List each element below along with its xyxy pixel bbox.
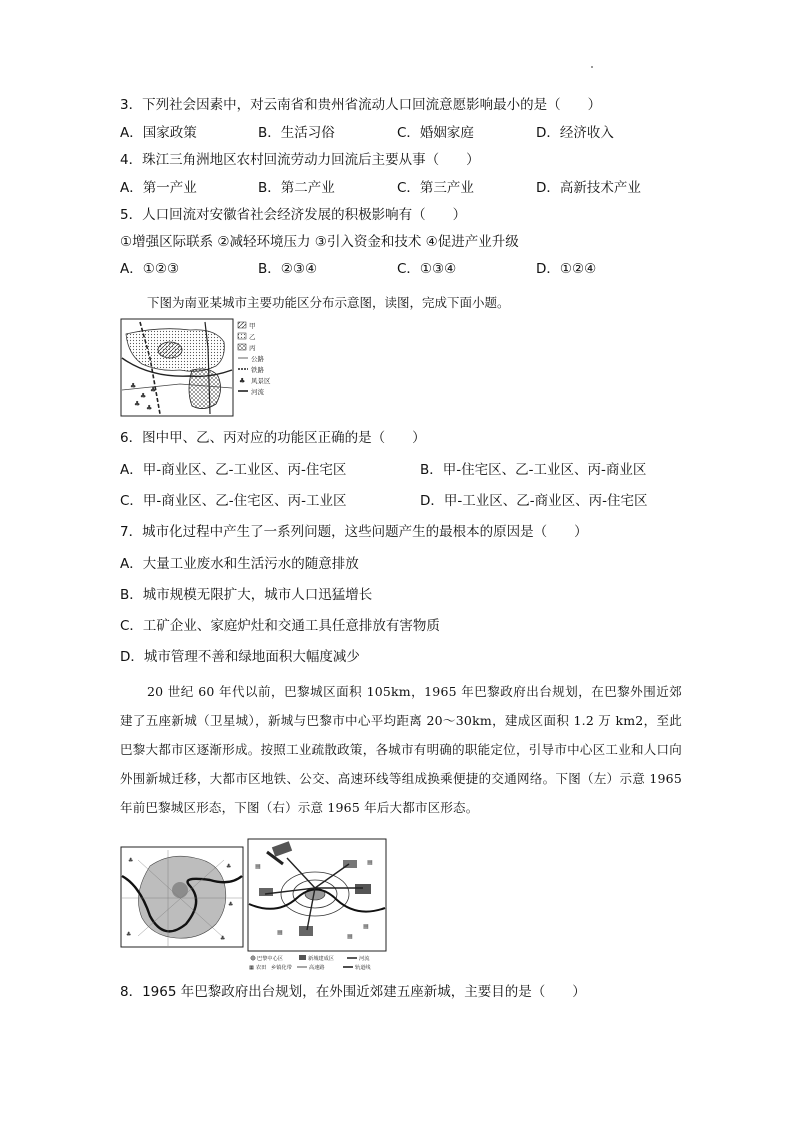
- svg-text:♣: ♣: [128, 857, 134, 864]
- option-b: B．②③④: [258, 261, 318, 277]
- svg-text:乙: 乙: [249, 333, 256, 341]
- option-d: D．①②④: [536, 261, 597, 277]
- question-3-stem: 3．下列社会因素中，对云南省和贵州省流动人口回流意愿影响最小的是（ ）: [120, 97, 602, 113]
- svg-text:▦: ▦: [367, 859, 373, 866]
- option-c: C．婚姻家庭: [397, 125, 474, 141]
- svg-text:♣: ♣: [228, 901, 234, 908]
- svg-text:▦: ▦: [363, 923, 369, 930]
- question-7-stem: 7．城市化过程中产生了一系列问题，这些问题产生的最根本的原因是（ ）: [120, 524, 588, 540]
- option-b: B．生活习俗: [258, 125, 335, 141]
- svg-text:♣: ♣: [134, 400, 141, 408]
- option-a: A．大量工业废水和生活污水的随意排放: [120, 556, 359, 572]
- option-b: B．城市规模无限扩大，城市人口迅猛增长: [120, 587, 373, 603]
- option-d: D．城市管理不善和绿地面积大幅度减少: [120, 649, 360, 665]
- svg-text:丙: 丙: [249, 344, 256, 352]
- option-d: D．经济收入: [536, 125, 614, 141]
- svg-text:公路: 公路: [251, 355, 264, 363]
- question-6-stem: 6．图中甲、乙、丙对应的功能区正确的是（ ）: [120, 430, 426, 446]
- svg-text:乡镇化带: 乡镇化带: [271, 965, 292, 971]
- svg-text:河流: 河流: [359, 956, 370, 962]
- city-map-intro: 下图为南亚某城市主要功能区分布示意图，读图，完成下面小题。: [147, 295, 510, 310]
- svg-text:♣: ♣: [126, 931, 132, 938]
- svg-text:甲: 甲: [249, 322, 256, 330]
- svg-text:▦: ▦: [249, 965, 254, 971]
- option-b: B．甲-住宅区、乙-工业区、丙-商业区: [420, 462, 647, 478]
- svg-text:巴黎中心区: 巴黎中心区: [257, 956, 283, 962]
- option-c: C．甲-商业区、乙-住宅区、丙-工业区: [120, 493, 347, 509]
- svg-text:轨道线: 轨道线: [355, 965, 371, 971]
- svg-text:农田: 农田: [256, 965, 267, 971]
- svg-text:♣: ♣: [146, 404, 153, 412]
- option-a: A．①②③: [120, 261, 180, 277]
- question-5-stem: 5．人口回流对安徽省社会经济发展的积极影响有（ ）: [120, 207, 467, 223]
- paris-before-1965-map: [120, 846, 244, 948]
- question-5-statements: ①增强区际联系 ②减轻环境压力 ③引入资金和技术 ④促进产业升级: [120, 234, 519, 250]
- paris-after-1965-map: [247, 838, 387, 972]
- svg-text:▦: ▦: [347, 933, 353, 940]
- svg-text:风景区: 风景区: [251, 377, 271, 385]
- page-speck: [591, 66, 593, 68]
- svg-text:♣: ♣: [140, 392, 147, 400]
- paris-paragraph: 20 世纪 60 年代以前，巴黎城区面积 105km，1965 年巴黎政府出台规划，在巴黎外围近郊建了五座新城（卫星城），新城与巴黎市中心平均距离 20～30km，建成区面积 1.2 万 km2，至此巴黎大都市区逐渐形成。按照工业疏散政策，各城市有明确的职能定位，引导市中心区工业和人口向外围新城迁移，大都市区地铁、公交、高速环线等组成换乘便捷的交通网络。下图（左）示意 1965 年前巴黎城区形态，下图（右）示意 1965 年后大都市区形态。: [120, 684, 682, 815]
- option-a: A．国家政策: [120, 125, 197, 141]
- svg-text:♣: ♣: [239, 377, 246, 385]
- svg-text:♣: ♣: [150, 386, 157, 394]
- question-4-stem: 4．珠江三角洲地区农村回流劳动力回流后主要从事（ ）: [120, 152, 480, 168]
- city-function-map: [120, 318, 282, 418]
- option-d: D．高新技术产业: [536, 180, 641, 196]
- svg-text:▦: ▦: [277, 929, 283, 936]
- svg-text:河流: 河流: [251, 388, 264, 396]
- option-a: A．甲-商业区、乙-工业区、丙-住宅区: [120, 462, 347, 478]
- zone-jia-area: [158, 342, 182, 358]
- svg-text:♣: ♣: [220, 935, 226, 942]
- svg-text:♣: ♣: [226, 863, 232, 870]
- svg-text:铁路: 铁路: [251, 366, 264, 374]
- option-a: A．第一产业: [120, 180, 197, 196]
- question-8-stem: 8．1965 年巴黎政府出台规划，在外围近郊建五座新城，主要目的是（ ）: [120, 984, 586, 1000]
- option-c: C．①③④: [397, 261, 457, 277]
- option-b: B．第二产业: [258, 180, 335, 196]
- svg-text:▦: ▦: [255, 863, 261, 870]
- svg-text:新城建成区: 新城建成区: [308, 956, 334, 962]
- svg-text:♣: ♣: [130, 382, 137, 390]
- svg-text:高速路: 高速路: [309, 965, 325, 971]
- option-c: C．第三产业: [397, 180, 474, 196]
- option-d: D．甲-工业区、乙-商业区、丙-住宅区: [420, 493, 648, 509]
- option-c: C．工矿企业、家庭炉灶和交通工具任意排放有害物质: [120, 618, 440, 634]
